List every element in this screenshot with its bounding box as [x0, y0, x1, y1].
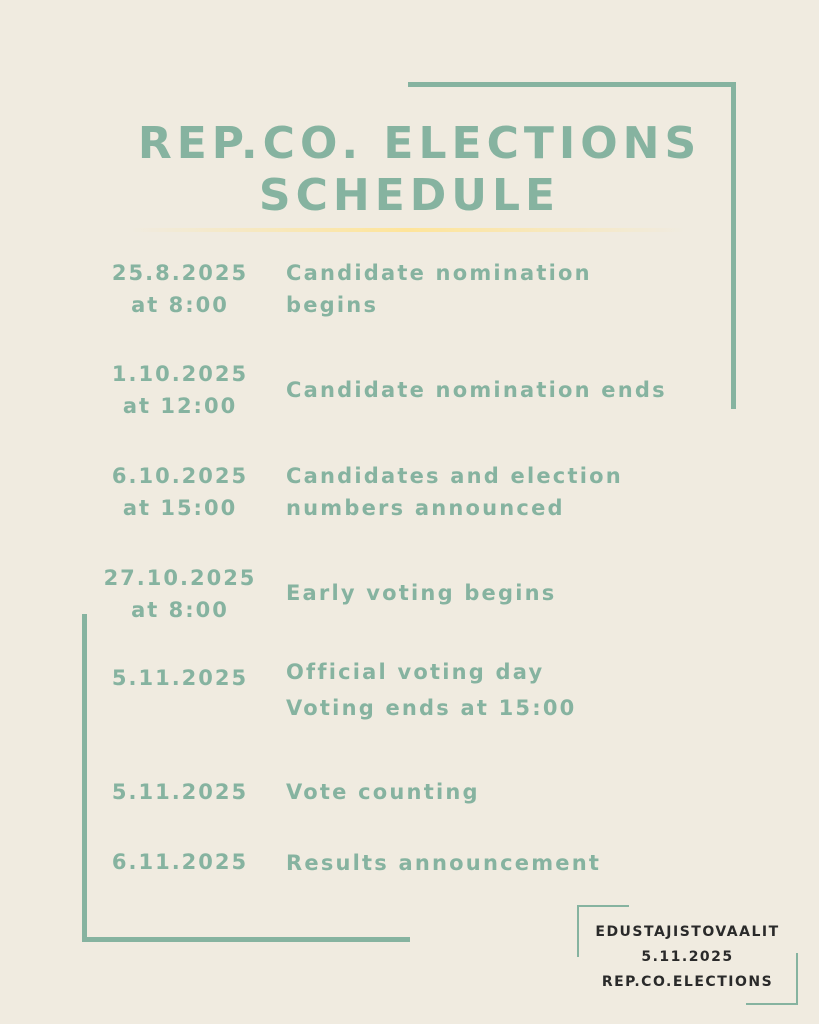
event-description-line-2: numbers announced: [286, 496, 565, 520]
event-description: [286, 654, 726, 726]
frame-bottom-horizontal: [82, 937, 410, 942]
event-description-line-1: Early voting begins: [286, 581, 557, 605]
event-date: [95, 776, 265, 808]
event-date-day: 27.10.2025: [103, 566, 257, 590]
event-date: [95, 358, 265, 422]
event-description-line-2: Voting ends at 15:00: [286, 696, 577, 720]
event-description: [286, 460, 726, 524]
event-date: [95, 257, 265, 321]
page-title: [0, 118, 819, 222]
title-line-2: SCHEDULE: [258, 170, 561, 221]
event-description-line-1: Results announcement: [286, 851, 602, 875]
footer-line-2: 5.11.2025: [641, 949, 734, 965]
event-date-day: 5.11.2025: [111, 666, 249, 690]
event-description-line-1: Official voting day: [286, 660, 545, 684]
footer-corner-top-left-h: [577, 905, 629, 907]
event-date: [95, 562, 265, 626]
event-description-line-1: Candidates and election: [286, 464, 623, 488]
frame-top-horizontal: [408, 82, 736, 87]
event-description: [286, 577, 726, 609]
event-date-time: at 8:00: [131, 293, 229, 317]
footer-label: [575, 920, 800, 995]
event-description: [286, 776, 726, 808]
event-description-line-1: Candidate nomination ends: [286, 378, 667, 402]
event-description-line-1: Candidate nomination: [286, 261, 592, 285]
event-date-day: 25.8.2025: [111, 261, 249, 285]
event-date-day: 1.10.2025: [111, 362, 249, 386]
frame-bottom-vertical: [82, 614, 87, 942]
footer-line-3: REP.CO.ELECTIONS: [601, 974, 774, 990]
event-description-line-1: Vote counting: [286, 780, 480, 804]
event-date-day: 6.10.2025: [111, 464, 249, 488]
event-date-day: 5.11.2025: [111, 780, 249, 804]
event-description-line-2: begins: [286, 293, 379, 317]
event-date-day: 6.11.2025: [111, 850, 249, 874]
event-date-time: at 12:00: [122, 394, 238, 418]
event-description: [286, 257, 726, 321]
event-description: [286, 847, 726, 879]
title-line-1: REP.CO. ELECTIONS: [137, 118, 702, 169]
event-date: [95, 846, 265, 878]
title-underline-glow: [130, 228, 685, 232]
event-date: [95, 460, 265, 524]
footer-corner-bottom-right-h: [746, 1003, 798, 1005]
footer-line-1: EDUSTAJISTOVAALIT: [595, 924, 780, 940]
event-date-time: at 15:00: [122, 496, 238, 520]
event-date-time: at 8:00: [131, 598, 229, 622]
event-description: [286, 374, 726, 406]
event-date: [95, 662, 265, 694]
